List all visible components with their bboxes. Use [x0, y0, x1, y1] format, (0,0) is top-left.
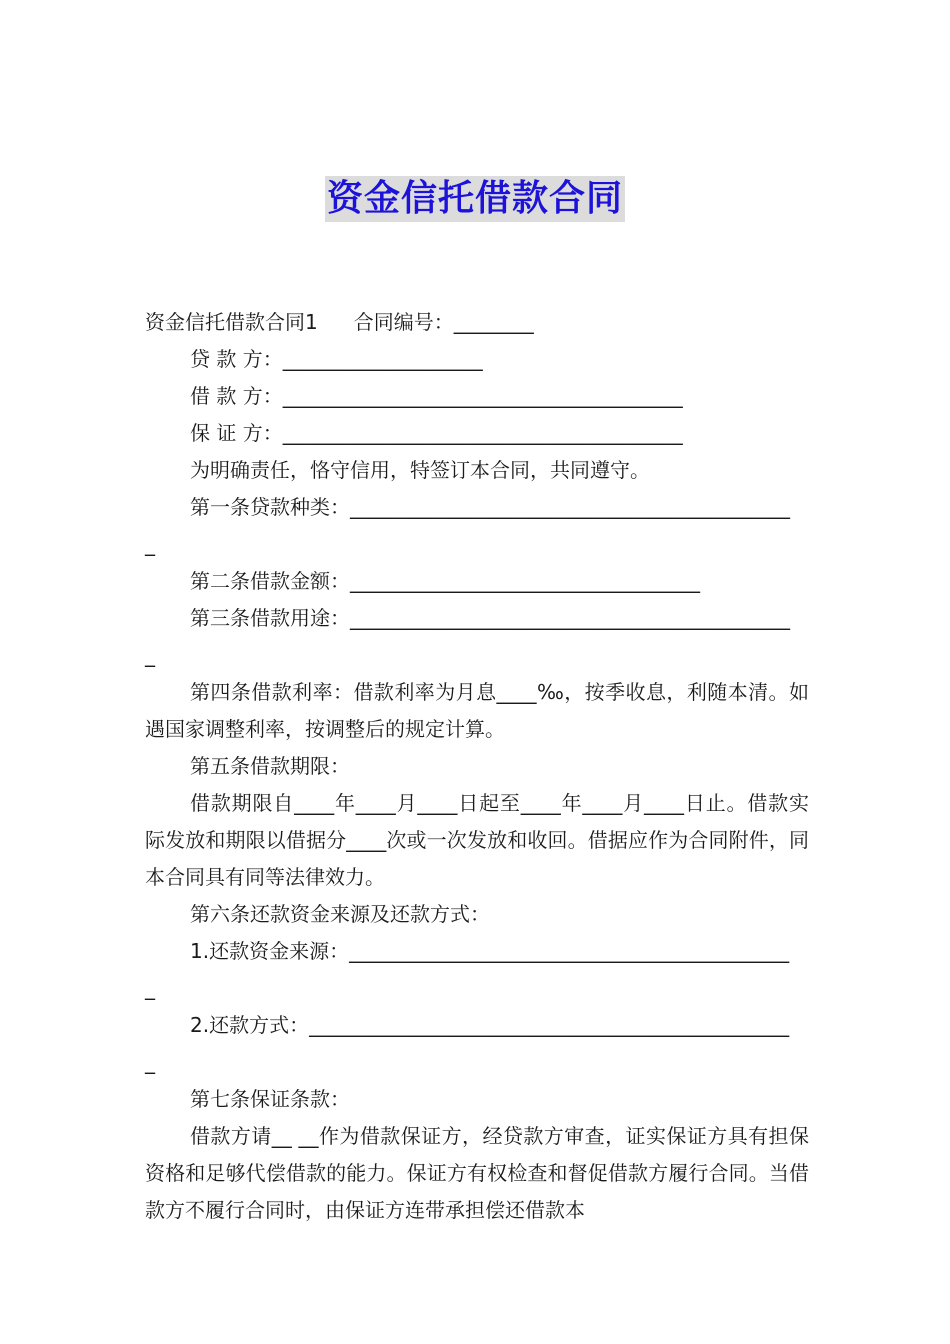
article-6-item-1: 1.还款资金来源：____________________________________________ — [190, 939, 790, 963]
article-6-item-1-overflow: _ — [145, 976, 155, 1000]
contract-name: 资金信托借款合同1 — [145, 310, 318, 334]
article-1-loan-type: 第一条贷款种类：____________________________________________ — [190, 495, 790, 519]
article-7-guarantee-text: 借款方请__ __作为借款保证方，经贷款方审查，证实保证方具有担保资格和足够代偿借款的能力。保证方有权检查和督促借款方履行合同。当借款方不履行合同时，由保证方连带承担偿还借款本 — [145, 1124, 809, 1222]
article-5-heading: 第五条借款期限： — [190, 754, 350, 778]
article-3-loan-purpose: 第三条借款用途：____________________________________________ — [190, 606, 790, 630]
article-6-item-2: 2.还款方式：________________________________________________ — [190, 1013, 790, 1037]
article-6-heading: 第六条还款资金来源及还款方式： — [190, 902, 490, 926]
article-3-overflow: _ — [145, 643, 155, 667]
article-6-item-2-overflow: _ — [145, 1050, 155, 1074]
document-body — [145, 304, 809, 1229]
article-1-overflow: _ — [145, 532, 155, 556]
preamble-line: 为明确责任，恪守信用，特签订本合同，共同遵守。 — [190, 458, 650, 482]
title-container — [0, 176, 950, 222]
document-title: 资金信托借款合同 — [325, 176, 625, 222]
article-4-interest-rate: 第四条借款利率：借款利率为月息____‰，按季收息，利随本清。如遇国家调整利率，按调整后的规定计算。 — [145, 680, 809, 741]
guarantor-line: 保 证 方：________________________________________ — [190, 421, 683, 445]
article-5-loan-term: 借款期限自____年____月____日起至____年____月____日止。借款实际发放和期限以借据分____次或一次发放和收回。借据应作为合同附件，同本合同具有同等法律效力。 — [145, 791, 809, 889]
lender-line: 贷 款 方：____________________ — [190, 347, 483, 371]
contract-header-line — [145, 304, 809, 341]
article-2-loan-amount: 第二条借款金额：___________________________________ — [190, 569, 700, 593]
contract-number: 合同编号：________ — [353, 310, 534, 334]
borrower-line: 借 款 方：________________________________________ — [190, 384, 683, 408]
article-7-heading: 第七条保证条款： — [190, 1087, 350, 1111]
